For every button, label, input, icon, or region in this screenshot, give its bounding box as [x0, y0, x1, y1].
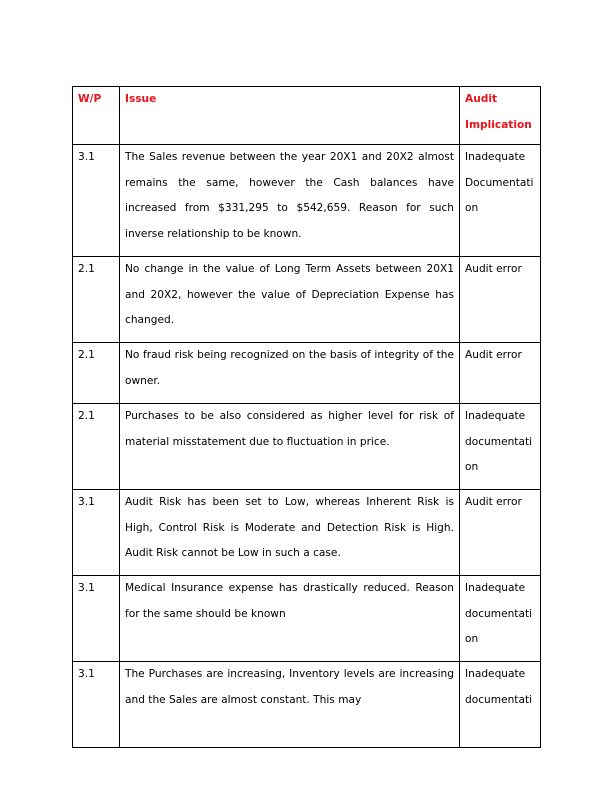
cell-wp: 3.1: [73, 145, 120, 257]
cell-issue: No fraud risk being recognized on the basis of integrity of the owner.: [120, 343, 460, 404]
cell-wp: 2.1: [73, 343, 120, 404]
table-row: [73, 576, 541, 662]
cell-wp: 2.1: [73, 257, 120, 343]
header-issue: Issue: [120, 87, 460, 145]
cell-implication: Audit error: [460, 490, 541, 576]
audit-issues-table: [72, 86, 541, 748]
cell-wp: 3.1: [73, 662, 120, 748]
cell-implication: Audit error: [460, 343, 541, 404]
cell-issue: Medical Insurance expense has drastically reduced. Reason for the same should be known: [120, 576, 460, 662]
cell-issue: Audit Risk has been set to Low, whereas Inherent Risk is High, Control Risk is Moderate and Detection Risk is High. Audit Risk cannot be Low in such a case.: [120, 490, 460, 576]
cell-implication: Inadequate documentation: [460, 576, 541, 662]
cell-implication: Audit error: [460, 257, 541, 343]
table-row: [73, 490, 541, 576]
cell-issue: The Purchases are increasing, Inventory levels are increasing and the Sales are almost constant. This may: [120, 662, 460, 748]
table-row: [73, 662, 541, 748]
audit-table-container: [72, 86, 541, 706]
table-row: [73, 343, 541, 404]
cell-wp: 3.1: [73, 490, 120, 576]
table-row: [73, 404, 541, 490]
cell-implication: Inadequate documentati: [460, 662, 541, 748]
table-row: [73, 145, 541, 257]
header-wp: W/P: [73, 87, 120, 145]
cell-wp: 2.1: [73, 404, 120, 490]
cell-implication: Inadequate Documentation: [460, 145, 541, 257]
cell-implication: Inadequate documentation: [460, 404, 541, 490]
cell-wp: 3.1: [73, 576, 120, 662]
cell-issue: No change in the value of Long Term Assets between 20X1 and 20X2, however the value of Depreciation Expense has changed.: [120, 257, 460, 343]
table-header-row: [73, 87, 541, 145]
cell-issue: Purchases to be also considered as higher level for risk of material misstatement due to fluctuation in price.: [120, 404, 460, 490]
header-audit-implication: Audit Implication: [460, 87, 541, 145]
table-row: [73, 257, 541, 343]
cell-issue: The Sales revenue between the year 20X1 and 20X2 almost remains the same, however the Cash balances have increased from $331,295 to $542,659. Reason for such inverse relationship to be known.: [120, 145, 460, 257]
